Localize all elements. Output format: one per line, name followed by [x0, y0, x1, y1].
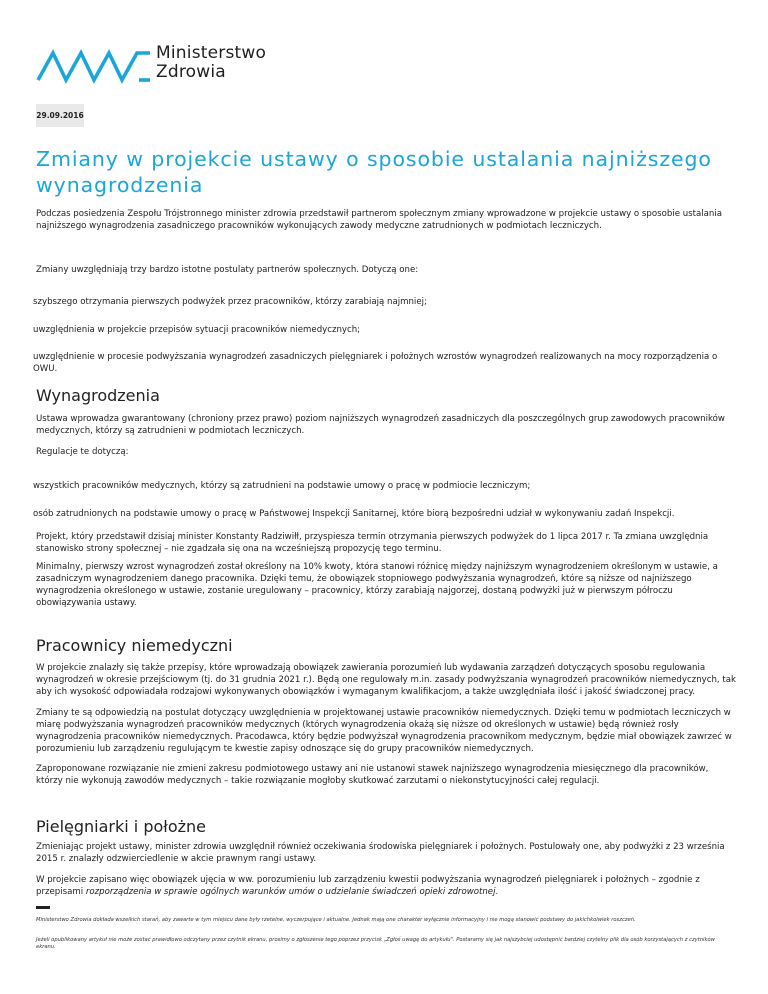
- footer-divider: [36, 906, 50, 909]
- postulate-item: szybszego otrzymania pierwszych podwyżek przez pracowników, którzy zarabiają najmniej;: [33, 297, 427, 307]
- postulate-item: uwzględnienia w projekcie przepisów sytuacji pracowników niemedycznych;: [33, 325, 361, 335]
- postulate-item: uwzględnienie w procesie podwyższania wynagrodzeń zasadniczych pielęgniarek i położnych wzrostów wynagrodzeń realizowanych na mocy rozporządzenia o OWU.: [33, 352, 718, 374]
- section1-list-item: osób zatrudnionych na podstawie umowy o pracę w Państwowej Inspekcji Sanitarnej, które biorą bezpośredni udział w wykonywaniu zadań Inspekcji.: [33, 509, 675, 519]
- section1-paragraph: Projekt, który przedstawił dzisiaj minister Konstanty Radziwiłł, przyspiesza termin otrzymania pierwszych podwyżek do 1 lipca 2017 r. Ta zmiana uwzględnia stanowisko strony społecznej – nie zgadzała się ona na wcześniejszą propozycję tego terminu.: [36, 532, 709, 554]
- section1-paragraph: Ustawa wprowadza gwarantowany (chroniony przez prawo) poziom najniższych wynagrodzeń zasadniczych dla poszczególnych grup zawodowych pracowników medycznych, którzy są zatrudnieni w podmiotach leczniczych.: [36, 414, 725, 436]
- section-heading-pracownicy-niemedyczni: Pracownicy niemedyczni: [36, 636, 233, 655]
- brand-name-line2: Zdrowia: [156, 62, 226, 82]
- section3-paragraph: Zmieniając projekt ustawy, minister zdrowia uwzględnił również oczekiwania środowiska pielęgniarek i położnych. Postulowały one, aby podwyżki z 23 września 2015 r. znalazły odzwierciedlenie w akcie prawnym rangi ustawy.: [36, 842, 725, 864]
- section-heading-wynagrodzenia: Wynagrodzenia: [36, 386, 160, 405]
- intro-paragraph: Podczas posiedzenia Zespołu Trójstronnego minister zdrowia przedstawił partnerom społecznym zmiany wprowadzone w projekcie ustawy o sposobie ustalania najniższego wynagrodzenia zasadniczego pracowników wykonujących zawody medyczne zatrudnionych w podmiotach leczniczych.: [36, 209, 723, 231]
- regulation-link-text: rozporządzenia w sprawie ogólnych warunków umów o udzielanie świadczeń opieki zdrowotnej: [85, 887, 496, 897]
- section1-paragraph: Minimalny, pierwszy wzrost wynagrodzeń został określony na 10% kwoty, która stanowi różnicę między najniższym wynagrodzeniem określonym w ustawie, a zasadniczym wynagrodzeniem danego pracownika. Dzięki temu, że obowiązek stopniowego podwyższania wynagrodzeń, które są niższe od najniższego wynagrodzenia określonego w ustawie, zostanie uregulowany – pracownicy, którzy zarabiają najgorzej, dostaną podwyżki już w pierwszym półroczu obowiązywania ustawy.: [36, 562, 718, 608]
- section1-list-item: wszystkich pracowników medycznych, którzy są zatrudnieni na podstawie umowy o pracę w podmiocie leczniczym;: [33, 481, 531, 491]
- section2-paragraph: W projekcie znalazły się także przepisy, które wprowadzają obowiązek zawierania porozumień lub wydawania zarządzeń dotyczących sposobu regulowania wynagrodzeń w okresie przejściowym (tj. do 31 grudnia 2021 r.). Będą one regulowały m.in. zasady podwyższania wynagrodzeń pracowników niemedycznych, tak aby ich wysokość odpowiadała rodzajowi wykonywanych obowiązków i wymaganym kwalifikacjom, a także uwzględniała ilość i jakość świadczonej pracy.: [36, 663, 736, 697]
- section2-paragraph: Zaproponowane rozwiązanie nie zmieni zakresu podmiotowego ustawy ani nie ustanowi stawek najniższego wynagrodzenia miesięcznego dla pracowników, którzy nie wykonują zawodów medycznych – takie rozwiązanie mogłoby skutkować zarzutami o niekonstytucyjności całej regulacji.: [36, 764, 709, 786]
- brand-name: [156, 44, 266, 82]
- section3-paragraph: [36, 874, 736, 898]
- section1-paragraph: Regulacje te dotyczą:: [36, 447, 129, 457]
- section3-text-end: .: [495, 887, 499, 897]
- section2-paragraph: Zmiany te są odpowiedzią na postulat dotyczący uwzględnienia w projektowanej ustawie pracowników niemedycznych. Dzięki temu w podmiotach leczniczych w miarę podwyższania wynagrodzeń pracowników medycznych (których wynagrodzenia okażą się niższe od określonych w ustawie) będą również rosły wynagrodzenia pracowników niemedycznych. Pracodawca, który będzie podwyższał wynagrodzenia pracownikom medycznym, będzie miał obowiązek zawrzeć w porozumieniu lub zarządzeniu regulującym te kwestie zapisy odnoszące się do grupy pracowników niemedycznych.: [36, 708, 732, 754]
- footer-disclaimer: Ministerstwo Zdrowia dokłada wszelkich starań, aby zawarte w tym miejscu dane były rzetelne, wyczerpujące i aktualne. Jednak mają one charakter wyłącznie informacyjny i nie mogą stanowić podstawy do jakichkolwiek roszczeń.: [36, 917, 636, 923]
- footer-accessibility-note: Jeżeli opublikowany artykuł nie może zostać prawidłowo odczytany przez czytnik ekranu, prosimy o zgłoszenie tego poprzez przycisk „Zgłoś uwagę do artykułu". Postaramy się jak najszybciej udostępnić bardziej czytelny plik dla osób korzystających z czytników ekranu.: [36, 937, 715, 950]
- postulates-intro: Zmiany uwzględniają trzy bardzo istotne postulaty partnerów społecznych. Dotyczą one:: [36, 265, 419, 275]
- date-badge: 29.09.2016: [36, 104, 84, 127]
- section3-text: W projekcie zapisano więc obowiązek ujęcia w ww. porozumieniu lub zarządzeniu kwestii podwyższania wynagrodzeń pielęgniarek i położnych – zgodnie z przepisami: [36, 875, 700, 897]
- brand-name-line1: Ministerstwo: [156, 43, 267, 63]
- page-title: Zmiany w projekcie ustawy o sposobie ustalania najniższego wynagrodzenia: [36, 147, 712, 197]
- section-heading-pielegniarki-i-polozne: Pielęgniarki i położne: [36, 817, 206, 836]
